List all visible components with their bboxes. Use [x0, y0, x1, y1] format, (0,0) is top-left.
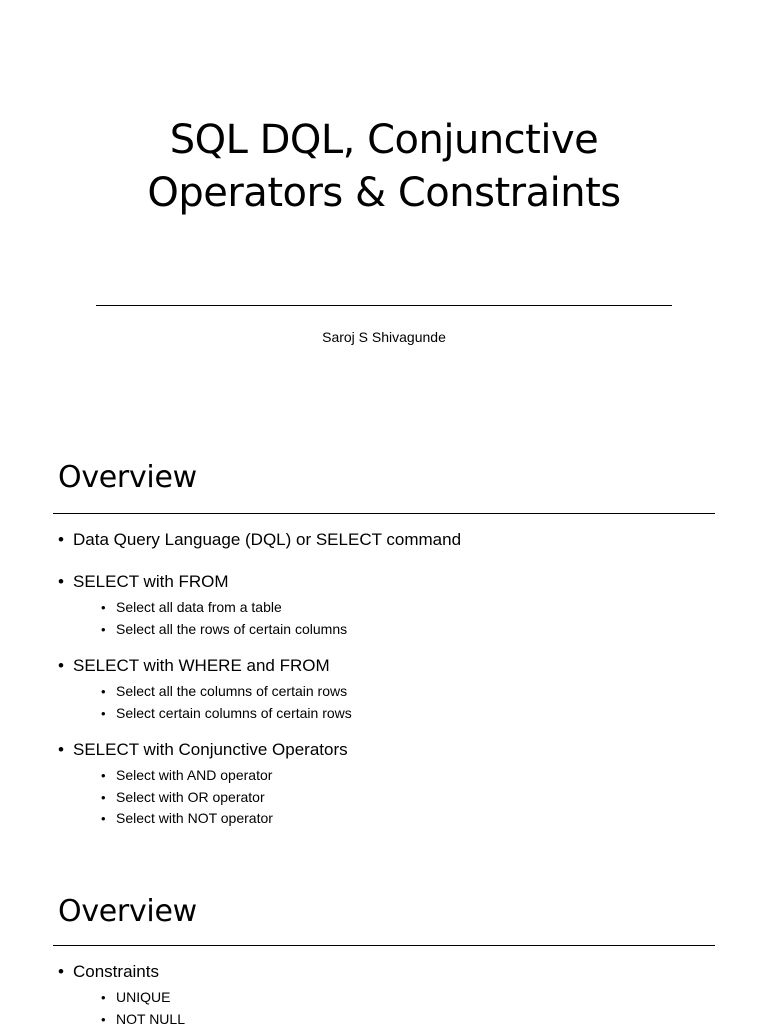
bullet-text: SELECT with Conjunctive Operators	[73, 740, 348, 759]
sub-bullet-item: • UNIQUE	[73, 987, 728, 1009]
bullet-list	[58, 962, 728, 1024]
sub-bullet-item: • Select certain columns of certain rows	[73, 703, 728, 725]
bullet-text: Constraints	[73, 962, 159, 981]
title-line-2: Operators & Constraints	[147, 170, 621, 216]
overview-slide-2	[0, 865, 768, 1024]
slide-title: Overview	[58, 894, 197, 929]
sub-bullet-item: • Select with NOT operator	[73, 808, 728, 830]
sub-bullet-item: • Select with AND operator	[73, 765, 728, 787]
bullet-item	[58, 740, 728, 830]
sub-bullet-item: • Select all the rows of certain columns	[73, 619, 728, 641]
title-divider	[53, 513, 715, 514]
title-divider	[53, 945, 715, 946]
bullet-text: SELECT with WHERE and FROM	[73, 656, 330, 675]
author-name: Saroj S Shivagunde	[322, 329, 446, 345]
sub-bullet-item: • NOT NULL	[73, 1009, 728, 1024]
slide-title: Overview	[58, 460, 197, 495]
sub-bullet-list	[73, 681, 728, 724]
sub-bullet-item: • Select all the columns of certain rows	[73, 681, 728, 703]
sub-bullet-item: • Select with OR operator	[73, 787, 728, 809]
sub-bullet-list	[73, 987, 728, 1024]
title-divider	[96, 305, 672, 306]
bullet-item	[58, 962, 728, 1024]
title-slide	[0, 0, 768, 432]
title-line-1: SQL DQL, Conjunctive	[169, 117, 599, 163]
bullet-item	[58, 572, 728, 640]
sub-bullet-list	[73, 597, 728, 640]
sub-bullet-item: • Select all data from a table	[73, 597, 728, 619]
overview-slide-1	[0, 432, 768, 865]
sub-bullet-list	[73, 765, 728, 830]
presentation-title	[0, 114, 768, 220]
bullet-list	[58, 530, 728, 830]
bullet-item	[58, 530, 728, 550]
bullet-text: SELECT with FROM	[73, 572, 229, 591]
bullet-item	[58, 656, 728, 724]
bullet-text: Data Query Language (DQL) or SELECT command	[73, 530, 462, 549]
